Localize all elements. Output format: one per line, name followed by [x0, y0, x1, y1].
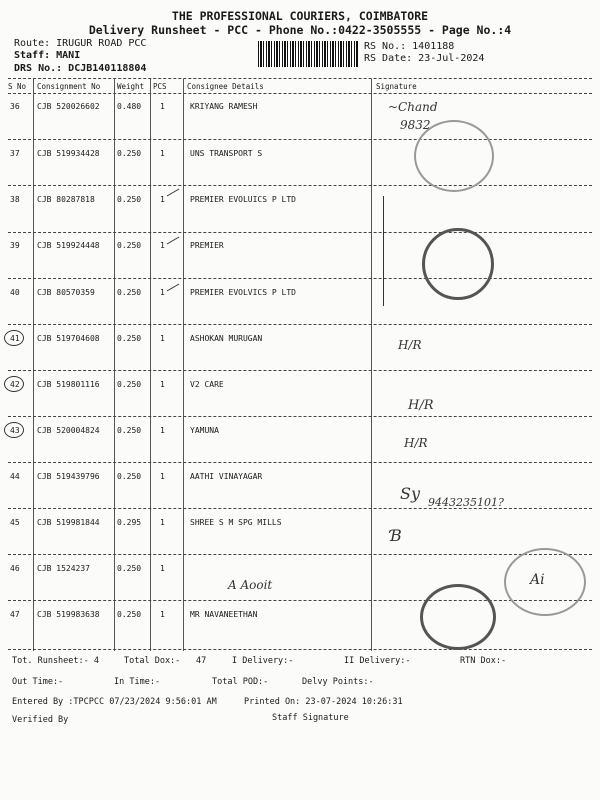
row-consignee: ASHOKAN MURUGAN [190, 334, 263, 343]
total-dox-label: Total Dox:- [124, 656, 181, 666]
col-consignee: Consignee Details [187, 82, 264, 91]
row-consignment: CJB 519934428 [37, 149, 100, 158]
tick-mark [167, 237, 180, 245]
company-seal [422, 228, 494, 300]
row-sno: 41 [10, 334, 20, 343]
i-delivery: I Delivery:- [232, 656, 294, 666]
row-pcs: 1 [160, 518, 165, 527]
row-sno: 47 [10, 610, 20, 619]
row-consignment: CJB 80570359 [37, 288, 95, 297]
rs-date: RS Date: 23-Jul-2024 [364, 53, 485, 64]
verified-by: Verified By [12, 715, 69, 725]
row-weight: 0.250 [117, 241, 142, 250]
row-weight: 0.250 [117, 426, 142, 435]
row-consignment: CJB 520026602 [37, 102, 100, 111]
row-consignment: CJB 519704608 [37, 334, 100, 343]
staff-signature: Staff Signature [272, 713, 349, 723]
row-weight: 0.250 [117, 610, 142, 619]
row-sno: 37 [10, 149, 20, 158]
row-consignee: PREMIER EVOLUICS P LTD [190, 195, 296, 204]
row-pcs: 1 [160, 288, 165, 297]
row-sno: 44 [10, 472, 20, 481]
row-consignee: PREMIER EVOLVICS P LTD [190, 288, 296, 297]
row-sno: 40 [10, 288, 20, 297]
out-time: Out Time:- [12, 677, 64, 687]
row-pcs: 1 [160, 564, 165, 573]
row-sno: 42 [10, 380, 20, 389]
row-consignee: YAMUNA [190, 426, 219, 435]
row-consignee: SHREE S M SPG MILLS [190, 518, 282, 527]
drs-number: DRS No.: DCJB140118804 [14, 63, 147, 74]
delvy-points: Delvy Points:- [302, 677, 374, 687]
row-pcs: 1 [160, 102, 165, 111]
row-sno: 38 [10, 195, 20, 204]
handwritten-phone: 9443235101? [428, 496, 504, 509]
tick-mark [167, 284, 180, 292]
row-consignee: V2 CARE [190, 380, 224, 389]
tot-runsheet: Tot. Runsheet:- 4 [12, 656, 99, 666]
col-sno: S No [8, 82, 27, 91]
company-seal [420, 584, 496, 650]
signature-scribble: Ɓ [390, 526, 402, 545]
staff-label: Staff: MANI [14, 50, 81, 61]
in-time: In Time:- [114, 677, 161, 687]
row-pcs: 1 [160, 149, 165, 158]
courier-stamp [414, 120, 494, 192]
row-sno: 39 [10, 241, 20, 250]
courier-stamp [504, 548, 586, 616]
row-pcs: 1 [160, 241, 165, 250]
handwritten-number: 9832 [400, 118, 431, 132]
total-dox-value: 47 [196, 656, 207, 666]
row-weight: 0.250 [117, 195, 142, 204]
row-weight: 0.250 [117, 149, 142, 158]
row-weight: 0.250 [117, 288, 142, 297]
signature-scribble: ~Chand [388, 100, 438, 114]
row-pcs: 1 [160, 472, 165, 481]
handwritten-hr: H/R [398, 338, 422, 352]
row-pcs: 1 [160, 610, 165, 619]
barcode [258, 41, 358, 67]
row-consignee: PREMIER [190, 241, 224, 250]
signature-scribble: Sy [400, 484, 420, 503]
col-pcs: PCS [153, 82, 167, 91]
runsheet-subtitle: Delivery Runsheet - PCC - Phone No.:0422-3505555 - Page No.:4 [88, 23, 512, 37]
row-consignment: CJB 519801116 [37, 380, 100, 389]
row-weight: 0.295 [117, 518, 142, 527]
company-title: THE PROFESSIONAL COURIERS, COIMBATORE [171, 9, 429, 23]
entered-by: Entered By :TPCPCC 07/23/2024 9:56:01 AM [12, 697, 217, 707]
row-sno: 46 [10, 564, 20, 573]
col-signature: Signature [376, 82, 417, 91]
col-consignment: Consignment No [37, 82, 101, 91]
handwritten-hr: H/R [408, 398, 434, 413]
printed-on: Printed On: 23-07-2024 10:26:31 [244, 697, 403, 707]
signature-scribble: Ai [530, 572, 545, 588]
tick-mark [167, 189, 180, 197]
handwritten-name: A Aooit [228, 578, 273, 592]
rs-number: RS No.: 1401188 [364, 41, 455, 52]
rtn-dox: RTN Dox:- [460, 656, 507, 666]
sno-circle-mark [4, 422, 24, 438]
handwritten-hr: H/R [404, 436, 428, 450]
col-weight: Weight [117, 82, 145, 91]
row-consignment: CJB 80287818 [37, 195, 95, 204]
total-pod: Total POD:- [212, 677, 269, 687]
row-sno: 43 [10, 426, 20, 435]
row-sno: 36 [10, 102, 20, 111]
row-weight: 0.250 [117, 380, 142, 389]
ii-delivery: II Delivery:- [344, 656, 411, 666]
route-label: Route: IRUGUR ROAD PCC [14, 38, 147, 49]
row-consignee: UNS TRANSPORT S [190, 149, 263, 158]
row-pcs: 1 [160, 195, 165, 204]
row-weight: 0.250 [117, 564, 142, 573]
row-sno: 45 [10, 518, 20, 527]
row-consignee: AATHI VINAYAGAR [190, 472, 263, 481]
row-consignment: CJB 519439796 [37, 472, 100, 481]
row-consignment: CJB 519981844 [37, 518, 100, 527]
row-consignee: KRIYANG RAMESH [190, 102, 258, 111]
row-weight: 0.480 [117, 102, 142, 111]
row-weight: 0.250 [117, 334, 142, 343]
row-consignment: CJB 519983638 [37, 610, 100, 619]
sno-circle-mark [4, 376, 24, 392]
row-consignment: CJB 519924448 [37, 241, 100, 250]
row-consignment: CJB 520004824 [37, 426, 100, 435]
row-pcs: 1 [160, 426, 165, 435]
row-weight: 0.250 [117, 472, 142, 481]
row-pcs: 1 [160, 334, 165, 343]
row-consignment: CJB 1524237 [37, 564, 90, 573]
sno-circle-mark [4, 330, 24, 346]
bracket-mark [383, 196, 384, 306]
row-pcs: 1 [160, 380, 165, 389]
row-consignee: MR NAVANEETHAN [190, 610, 258, 619]
